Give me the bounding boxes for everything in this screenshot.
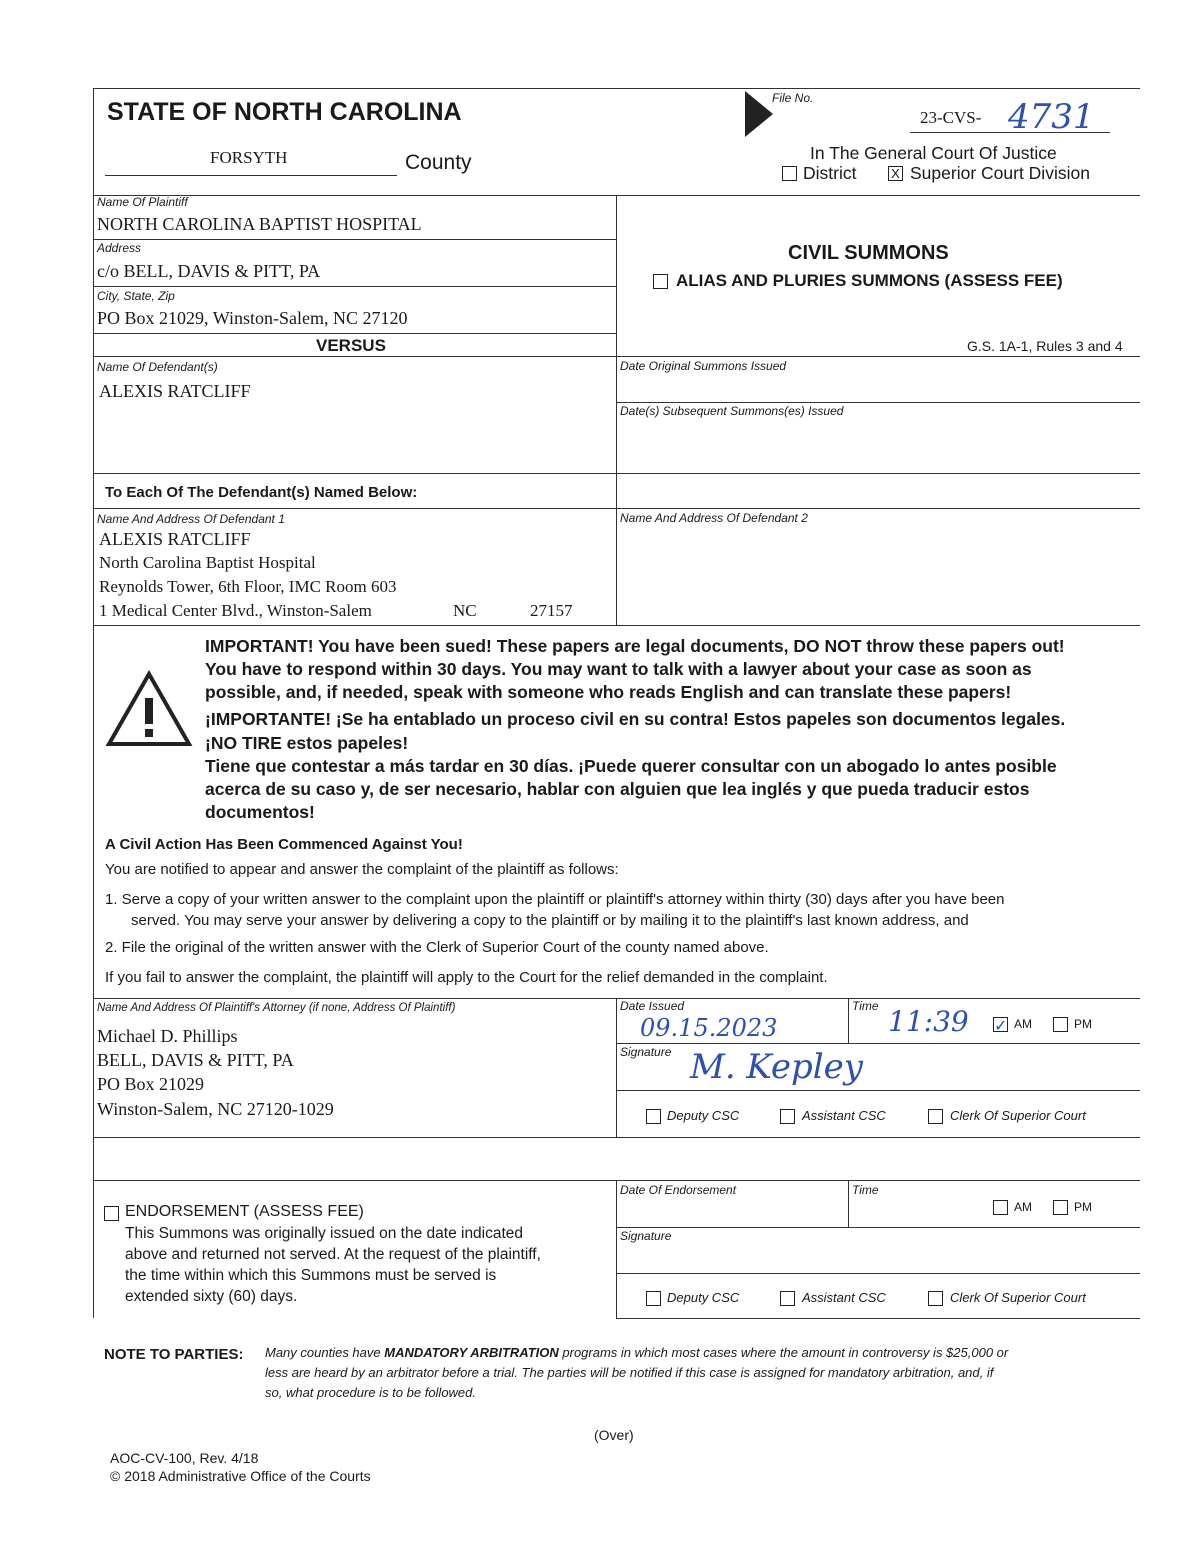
civil-summons-title: CIVIL SUMMONS	[788, 242, 949, 264]
divider	[616, 1043, 1140, 1044]
divider	[616, 998, 617, 1137]
defendant-name: ALEXIS RATCLIFF	[99, 381, 251, 401]
endorsement-date-label: Date Of Endorsement	[620, 1183, 737, 1197]
time-issued: 11:39	[888, 1005, 969, 1038]
attorney-label: Name And Address Of Plaintiff's Attorney (if none, Address Of Plaintiff)	[97, 1002, 456, 1014]
warning-icon	[105, 670, 193, 748]
defendant1-line: ALEXIS RATCLIFF	[99, 529, 251, 549]
warning-es-line: Tiene que contestar a más tardar en 30 días. ¡Puede querer consultar con un abogado lo antes posible	[205, 756, 1057, 776]
endorsement-am-checkbox[interactable]	[993, 1200, 1008, 1215]
copyright: © 2018 Administrative Office of the Courts	[110, 1468, 371, 1484]
defendant1-state: NC	[453, 601, 477, 620]
alias-label: ALIAS AND PLURIES SUMMONS (ASSESS FEE)	[676, 271, 1063, 290]
divider	[848, 998, 849, 1043]
warning-en-line: You have to respond within 30 days. You may want to talk with a lawyer about your case as soon as	[205, 659, 1032, 679]
divider	[616, 1180, 617, 1318]
alias-checkbox[interactable]	[653, 274, 668, 289]
file-number: 4731	[1008, 97, 1095, 137]
divider	[93, 356, 1140, 357]
divider	[93, 286, 616, 287]
endorsement-am-label: AM	[1014, 1200, 1032, 1214]
divider	[616, 1318, 1140, 1319]
endorsement-title: ENDORSEMENT (ASSESS FEE)	[125, 1203, 364, 1220]
note-line-2: less are heard by an arbitrator before a trial. The parties will be notified if this case is assigned for mandatory arbitration, and, if	[265, 1365, 994, 1380]
warning-es-line: documentos!	[205, 802, 315, 822]
plaintiff-city-label: City, State, Zip	[97, 289, 175, 303]
plaintiff-city: PO Box 21029, Winston-Salem, NC 27120	[97, 308, 408, 328]
clerk-checkbox[interactable]	[928, 1109, 943, 1124]
endorsement-text: extended sixty (60) days.	[125, 1288, 298, 1305]
endorsement-assistant-checkbox[interactable]	[780, 1291, 795, 1306]
divider	[616, 402, 1140, 403]
pm-label: PM	[1074, 1017, 1092, 1031]
divider	[93, 625, 1140, 626]
district-checkbox[interactable]	[782, 166, 797, 181]
district-label: District	[803, 163, 857, 183]
divider	[93, 88, 1140, 89]
form-number: AOC-CV-100, Rev. 4/18	[110, 1450, 259, 1466]
note-line-3: so, what procedure is to be followed.	[265, 1385, 477, 1400]
note-label: NOTE TO PARTIES:	[104, 1346, 244, 1363]
note-pre: Many counties have	[265, 1345, 385, 1360]
attorney-line: PO Box 21029	[97, 1074, 205, 1094]
to-each-heading: To Each Of The Defendant(s) Named Below:	[105, 484, 418, 501]
divider	[616, 1227, 1140, 1228]
endorsement-deputy-checkbox[interactable]	[646, 1291, 661, 1306]
divider	[93, 1137, 1140, 1138]
defendant1-line: Reynolds Tower, 6th Floor, IMC Room 603	[99, 577, 397, 596]
defendant1-line: 1 Medical Center Blvd., Winston-Salem	[99, 601, 372, 620]
action-intro: You are notified to appear and answer the complaint of the plaintiff as follows:	[105, 861, 619, 878]
endorsement-text: above and returned not served. At the request of the plaintiff,	[125, 1246, 541, 1263]
file-underline	[910, 132, 1110, 133]
action-item-1-cont: served. You may serve your answer by delivering a copy to the plaintiff or by mailing it to the plaintiff's last known address, and	[131, 912, 969, 929]
endorsement-clerk-checkbox[interactable]	[928, 1291, 943, 1306]
defendant1-label: Name And Address Of Defendant 1	[97, 512, 285, 526]
assistant-label: Assistant CSC	[802, 1108, 886, 1123]
endorsement-pm-checkbox[interactable]	[1053, 1200, 1068, 1215]
attorney-line: Michael D. Phillips	[97, 1026, 238, 1046]
endorsement-text: the time within which this Summons must be served is	[125, 1267, 497, 1284]
defendant1-line: North Carolina Baptist Hospital	[99, 553, 316, 572]
action-heading: A Civil Action Has Been Commenced Against You!	[105, 836, 463, 853]
action-fail: If you fail to answer the complaint, the plaintiff will apply to the Court for the relief demanded in the complaint.	[105, 969, 828, 986]
divider	[616, 1090, 1140, 1091]
divider	[616, 195, 617, 625]
endorsement-text: This Summons was originally issued on the date indicated	[125, 1225, 524, 1242]
date-issued: 09.15.2023	[640, 1014, 778, 1042]
file-arrow-icon	[745, 91, 773, 137]
pm-checkbox[interactable]	[1053, 1017, 1068, 1032]
divider	[93, 473, 1140, 474]
time-label: Time	[852, 999, 879, 1013]
clerk-label: Clerk Of Superior Court	[950, 1108, 1086, 1123]
defendant1-zip: 27157	[530, 601, 573, 620]
action-item-1: 1. Serve a copy of your written answer to the complaint upon the plaintiff or plaintiff's attorney within thirty (30) days after you have been	[105, 891, 1005, 908]
note-line-1	[265, 1346, 1008, 1361]
warning-en-line: IMPORTANT! You have been sued! These papers are legal documents, DO NOT throw these papers out!	[205, 636, 1065, 656]
assistant-checkbox[interactable]	[780, 1109, 795, 1124]
note-bold: MANDATORY ARBITRATION	[384, 1345, 559, 1360]
versus-label: VERSUS	[316, 336, 386, 355]
superior-label: Superior Court Division	[910, 163, 1090, 183]
state-title: STATE OF NORTH CAROLINA	[107, 98, 462, 126]
deputy-label: Deputy CSC	[667, 1108, 740, 1123]
signature: M. Kepley	[690, 1047, 864, 1087]
divider	[616, 1273, 1140, 1274]
note-post: programs in which most cases where the amount in controversy is $25,000 or	[558, 1345, 1009, 1360]
date-original-label: Date Original Summons Issued	[620, 359, 787, 373]
plaintiff-address: c/o BELL, DAVIS & PITT, PA	[97, 261, 321, 281]
warning-es-line: ¡IMPORTANTE! ¡Se ha entablado un proceso civil en su contra! Estos papeles son documentos legales.	[205, 709, 1066, 729]
endorsement-clerk-label: Clerk Of Superior Court	[950, 1290, 1086, 1305]
court-name: In The General Court Of Justice	[810, 143, 1057, 163]
signature-label: Signature	[620, 1045, 672, 1059]
attorney-line: BELL, DAVIS & PITT, PA	[97, 1050, 294, 1070]
warning-es-line: ¡NO TIRE estos papeles!	[205, 733, 409, 753]
date-issued-label: Date Issued	[620, 999, 685, 1013]
divider	[93, 239, 616, 240]
am-checkbox[interactable]: ✓	[994, 1016, 1008, 1035]
warning-en-line: possible, and, if needed, speak with someone who reads English and can translate these papers!	[205, 682, 1012, 702]
action-item-2: 2. File the original of the written answer with the Clerk of Superior Court of the county named above.	[105, 939, 769, 956]
endorsement-signature-label: Signature	[620, 1229, 672, 1243]
plaintiff-name-label: Name Of Plaintiff	[97, 195, 188, 209]
endorsement-checkbox[interactable]	[104, 1206, 119, 1221]
county-value: FORSYTH	[210, 148, 288, 167]
file-no-label: File No.	[772, 91, 814, 105]
endorsement-assistant-label: Assistant CSC	[802, 1290, 886, 1305]
plaintiff-name: NORTH CAROLINA BAPTIST HOSPITAL	[97, 214, 422, 234]
plaintiff-address-label: Address	[97, 241, 142, 255]
divider	[93, 333, 616, 334]
superior-checkbox[interactable]: X	[888, 166, 903, 181]
am-label: AM	[1014, 1017, 1032, 1031]
over-label: (Over)	[594, 1427, 634, 1443]
warning-es-line: acerca de su caso y, de ser necesario, hablar con alguien que lea inglés y que pueda traducir estos	[205, 779, 1030, 799]
divider	[848, 1180, 849, 1227]
divider	[93, 508, 1140, 509]
endorsement-time-label: Time	[852, 1183, 879, 1197]
deputy-checkbox[interactable]	[646, 1109, 661, 1124]
statute: G.S. 1A-1, Rules 3 and 4	[967, 338, 1123, 354]
attorney-line: Winston-Salem, NC 27120-1029	[97, 1099, 334, 1119]
endorsement-pm-label: PM	[1074, 1200, 1092, 1214]
file-prefix: 23-CVS-	[920, 108, 982, 127]
date-subsequent-label: Date(s) Subsequent Summons(es) Issued	[620, 404, 844, 418]
county-underline	[105, 175, 397, 176]
defendant-label: Name Of Defendant(s)	[97, 360, 218, 374]
endorsement-deputy-label: Deputy CSC	[667, 1290, 740, 1305]
defendant2-label: Name And Address Of Defendant 2	[620, 511, 808, 525]
county-label: County	[405, 151, 472, 174]
divider	[93, 88, 94, 1318]
